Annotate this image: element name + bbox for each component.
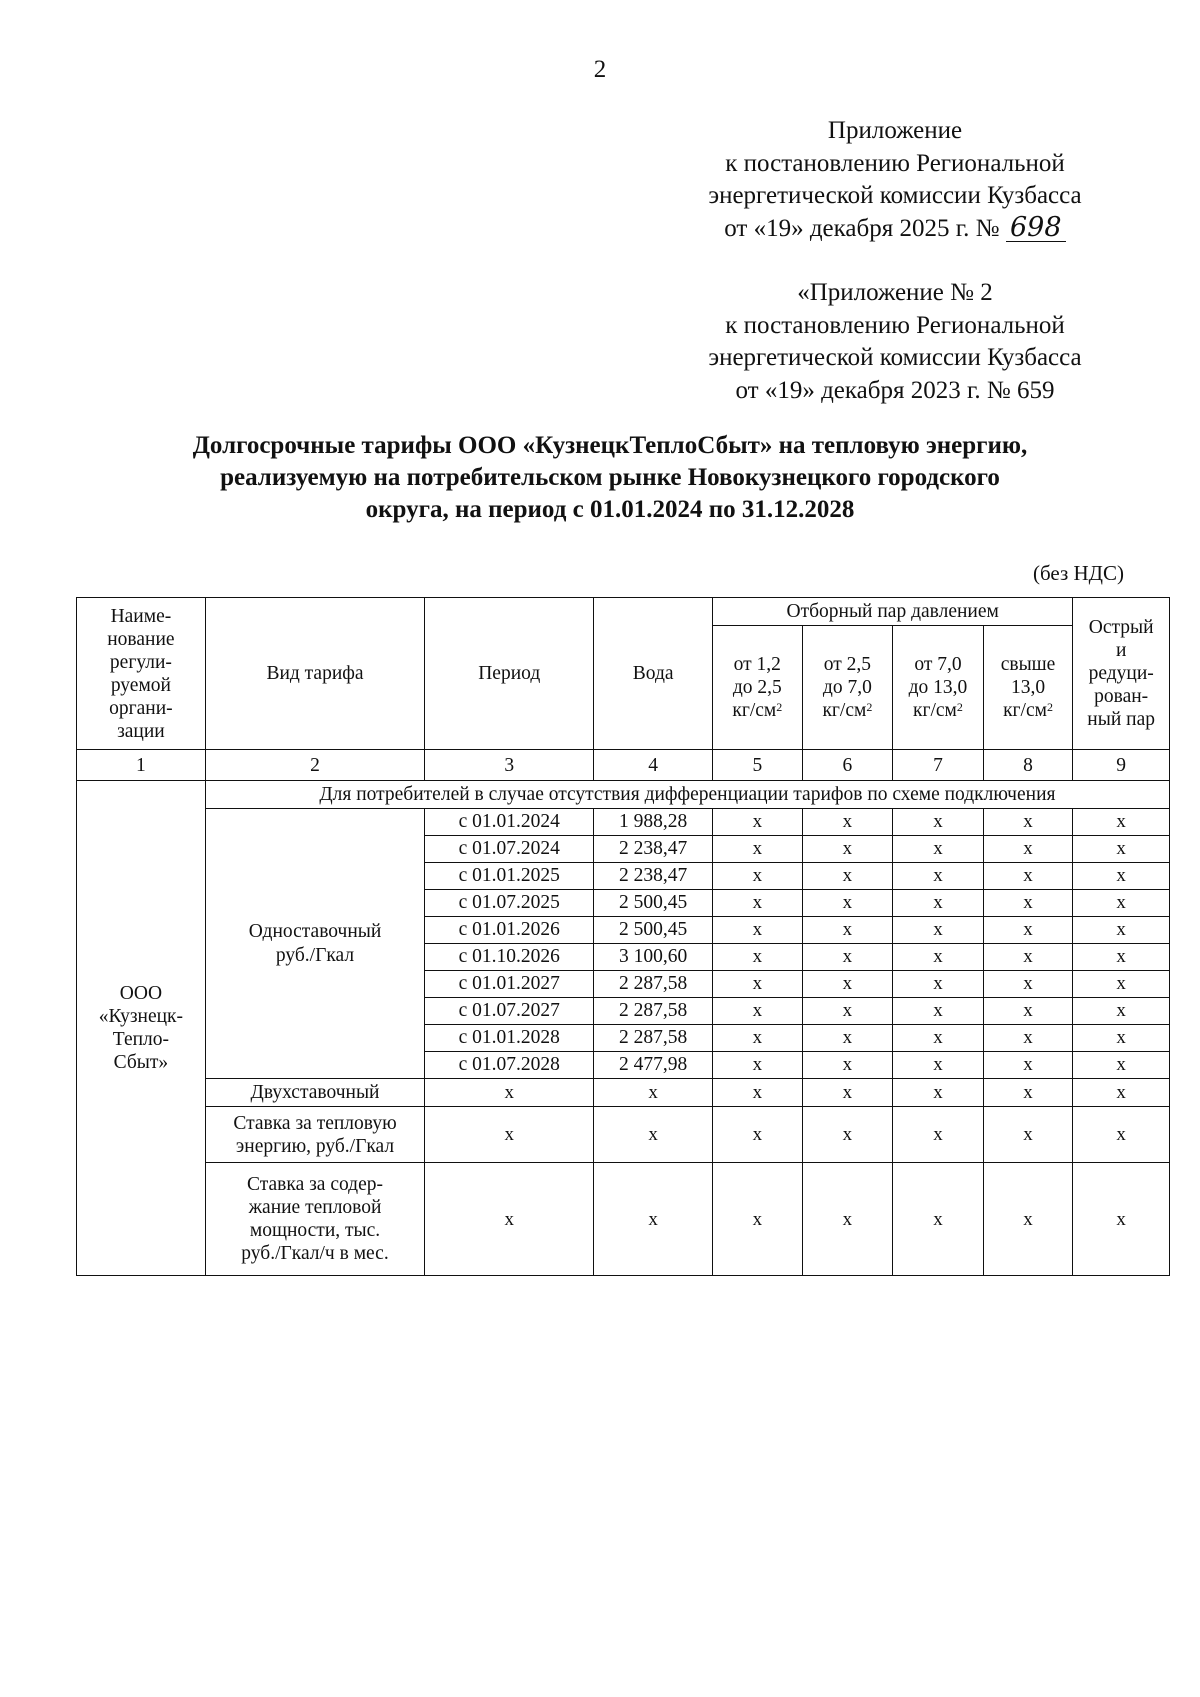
org-name-line: «Кузнецк- [98, 1006, 184, 1027]
energy-rate-label-line: энергию, руб./Гкал [235, 1135, 395, 1157]
steam-cell: х [893, 890, 984, 917]
header-steam-line: до 7,0 [822, 677, 872, 698]
tariff-table [76, 597, 1170, 1276]
unit-text: кг/см [1003, 700, 1047, 721]
capacity-rate-cell: х [425, 1163, 594, 1276]
header-steam-unit [806, 699, 890, 722]
steam-cell: х [802, 890, 893, 917]
appendix-line: энергетической комиссии Кузбасса [708, 344, 1082, 371]
steam-cell: х [713, 809, 803, 836]
appendix-line: к постановлению Региональной [725, 149, 1065, 177]
header-steam-line: до 13,0 [908, 677, 968, 698]
steam-cell: х [983, 809, 1073, 836]
sharp-steam-cell: х [1073, 944, 1170, 971]
steam-cell: х [802, 917, 893, 944]
steam-cell: х [983, 1025, 1073, 1052]
appendix-line: к постановлению Региональной [725, 311, 1065, 339]
capacity-rate-cell: х [594, 1163, 713, 1276]
header-sharp-line: ный пар [1087, 709, 1155, 730]
page-number: 2 [593, 56, 607, 83]
column-number: 3 [425, 750, 594, 781]
water-cell: 2 500,45 [594, 890, 713, 917]
header-steam-line: от 2,5 [823, 654, 872, 675]
sharp-steam-cell: х [1073, 1025, 1170, 1052]
steam-cell: х [713, 863, 803, 890]
header-steam-unit [716, 699, 799, 722]
header-steam-group: Отборный пар давлением [713, 598, 1073, 626]
table-row [77, 809, 1170, 836]
section-row [77, 781, 1170, 809]
sharp-steam-cell: х [1073, 917, 1170, 944]
unit-sup: 2 [956, 700, 963, 714]
appendix-previous [680, 277, 1110, 407]
sharp-steam-cell: х [1073, 998, 1170, 1025]
energy-rate-cell: х [893, 1107, 984, 1163]
column-number: 5 [713, 750, 803, 781]
sharp-steam-cell: х [1073, 836, 1170, 863]
steam-cell: х [802, 1025, 893, 1052]
header-steam-col [802, 626, 893, 750]
water-cell: 2 477,98 [594, 1052, 713, 1079]
org-name-line: Сбыт» [113, 1052, 169, 1073]
header-steam-unit [896, 699, 980, 722]
appendix-date-line [680, 213, 1110, 246]
steam-cell: х [802, 944, 893, 971]
water-cell: 2 287,58 [594, 1025, 713, 1052]
header-steam-line: 13,0 [1010, 677, 1046, 698]
energy-rate-cell: х [425, 1107, 594, 1163]
period-cell: с 01.07.2027 [425, 998, 594, 1025]
steam-cell: х [893, 944, 984, 971]
steam-cell: х [983, 863, 1073, 890]
unit-sup: 2 [776, 700, 783, 714]
header-tariff-type: Вид тарифа [205, 598, 424, 750]
header-water: Вода [594, 598, 713, 750]
header-sharp-line: рован- [1094, 686, 1149, 707]
header-steam-line: свыше [1000, 654, 1056, 675]
energy-rate-cell: х [713, 1107, 803, 1163]
water-cell: 2 238,47 [594, 836, 713, 863]
header-org-line: Наиме- [110, 605, 172, 627]
steam-cell: х [983, 998, 1073, 1025]
column-number: 4 [594, 750, 713, 781]
steam-cell: х [893, 971, 984, 998]
header-steam-col [713, 626, 803, 750]
appendix-line: Приложение [827, 117, 963, 144]
two-rate-cell: х [425, 1079, 594, 1107]
steam-cell: х [802, 836, 893, 863]
steam-cell: х [713, 971, 803, 998]
column-number: 6 [802, 750, 893, 781]
steam-cell: х [983, 836, 1073, 863]
header-steam-unit [987, 699, 1070, 722]
steam-cell: х [802, 863, 893, 890]
header-org-line: органи- [109, 697, 173, 719]
vat-note: (без НДС) [1032, 561, 1124, 585]
water-cell: 2 500,45 [594, 917, 713, 944]
section-title: Для потребителей в случае отсутствия дифференциации тарифов по схеме подключения [205, 781, 1169, 809]
capacity-rate-cell: х [1073, 1163, 1170, 1276]
header-steam-line: до 2,5 [732, 677, 782, 698]
steam-cell: х [802, 998, 893, 1025]
steam-cell: х [983, 971, 1073, 998]
steam-cell: х [893, 998, 984, 1025]
appendix-line: энергетической комиссии Кузбасса [708, 182, 1082, 209]
header-org-line: регули- [109, 651, 172, 673]
header-org-line: нование [107, 628, 175, 650]
header-sharp-line: Острый [1088, 617, 1154, 638]
steam-cell: х [713, 917, 803, 944]
period-cell: с 01.07.2025 [425, 890, 594, 917]
two-rate-label: Двухставочный [205, 1079, 424, 1107]
period-cell: с 01.07.2024 [425, 836, 594, 863]
unit-sup: 2 [1046, 700, 1053, 714]
header-org [77, 598, 206, 750]
column-number-row [77, 750, 1170, 781]
title-line: реализуемую на потребительском рынке Новокузнецкого городского [220, 464, 1000, 491]
steam-cell: х [713, 1025, 803, 1052]
two-rate-row [77, 1079, 1170, 1107]
unit-text: кг/см [822, 700, 867, 721]
header-sharp-steam [1073, 598, 1170, 750]
header-org-line: руемой [110, 674, 171, 696]
steam-cell: х [893, 809, 984, 836]
two-rate-cell: х [893, 1079, 984, 1107]
two-rate-cell: х [713, 1079, 803, 1107]
single-rate-label [205, 809, 424, 1079]
energy-rate-label-line: Ставка за тепловую [233, 1112, 397, 1134]
header-sharp-line: редуци- [1088, 663, 1154, 684]
capacity-rate-cell: х [893, 1163, 984, 1276]
single-rate-label-line: руб./Гкал [275, 944, 355, 966]
steam-cell: х [713, 890, 803, 917]
steam-cell: х [983, 890, 1073, 917]
period-cell: с 01.01.2024 [425, 809, 594, 836]
unit-sup: 2 [866, 700, 873, 714]
column-number: 2 [205, 750, 424, 781]
column-number: 8 [983, 750, 1073, 781]
appendix-line: от «19» декабря 2023 г. № 659 [735, 376, 1055, 404]
header-row [77, 598, 1170, 626]
sharp-steam-cell: х [1073, 1052, 1170, 1079]
appendix-line: «Приложение № 2 [797, 279, 993, 306]
capacity-rate-label-line: мощности, тыс. [249, 1220, 381, 1241]
header-steam-col [983, 626, 1073, 750]
steam-cell: х [802, 1052, 893, 1079]
water-cell: 3 100,60 [594, 944, 713, 971]
period-cell: с 01.01.2026 [425, 917, 594, 944]
two-rate-cell: х [594, 1079, 713, 1107]
org-name-line: ООО [119, 983, 163, 1004]
water-cell: 2 287,58 [594, 998, 713, 1025]
appendix-date-prefix: от «19» декабря 2025 г. № [724, 214, 1000, 242]
sharp-steam-cell: х [1073, 863, 1170, 890]
org-name-line: Тепло- [112, 1029, 170, 1050]
energy-rate-row [77, 1107, 1170, 1163]
sharp-steam-cell: х [1073, 971, 1170, 998]
steam-cell: х [713, 998, 803, 1025]
column-number: 7 [893, 750, 984, 781]
two-rate-cell: х [1073, 1079, 1170, 1107]
period-cell: с 01.07.2028 [425, 1052, 594, 1079]
header-org-line: зации [117, 720, 165, 742]
steam-cell: х [802, 971, 893, 998]
steam-cell: х [893, 863, 984, 890]
steam-cell: х [983, 944, 1073, 971]
period-cell: с 01.10.2026 [425, 944, 594, 971]
column-number: 1 [77, 750, 206, 781]
steam-cell: х [713, 836, 803, 863]
capacity-rate-row [77, 1163, 1170, 1276]
column-number: 9 [1073, 750, 1170, 781]
steam-cell: х [893, 917, 984, 944]
title-line: Долгосрочные тарифы ООО «КузнецкТеплоСбыт» на тепловую энергию, [192, 432, 1028, 459]
capacity-rate-label-line: руб./Гкал/ч в мес. [241, 1243, 389, 1264]
org-name-cell [77, 781, 206, 1276]
capacity-rate-cell: х [713, 1163, 803, 1276]
steam-cell: х [802, 809, 893, 836]
water-cell: 1 988,28 [594, 809, 713, 836]
header-steam-col [893, 626, 984, 750]
energy-rate-cell: х [1073, 1107, 1170, 1163]
energy-rate-cell: х [594, 1107, 713, 1163]
sharp-steam-cell: х [1073, 809, 1170, 836]
capacity-rate-label-line: жание тепловой [248, 1197, 382, 1218]
two-rate-cell: х [802, 1079, 893, 1107]
header-steam-line: от 1,2 [733, 654, 781, 675]
two-rate-cell: х [983, 1079, 1073, 1107]
steam-cell: х [893, 1052, 984, 1079]
header-sharp-line: и [1115, 640, 1127, 661]
steam-cell: х [893, 836, 984, 863]
steam-cell: х [713, 1052, 803, 1079]
energy-rate-label [205, 1107, 424, 1163]
water-cell: 2 287,58 [594, 971, 713, 998]
title-line: округа, на период с 01.01.2024 по 31.12.2028 [365, 496, 855, 523]
capacity-rate-cell: х [983, 1163, 1073, 1276]
handwritten-number: 698 [1006, 215, 1066, 242]
steam-cell: х [713, 944, 803, 971]
steam-cell: х [893, 1025, 984, 1052]
header-period: Период [425, 598, 594, 750]
unit-text: кг/см [732, 700, 777, 721]
capacity-rate-label [205, 1163, 424, 1276]
energy-rate-cell: х [802, 1107, 893, 1163]
sharp-steam-cell: х [1073, 890, 1170, 917]
steam-cell: х [983, 917, 1073, 944]
capacity-rate-cell: х [802, 1163, 893, 1276]
steam-cell: х [983, 1052, 1073, 1079]
header-steam-line: от 7,0 [914, 654, 962, 675]
appendix-current [680, 115, 1110, 245]
unit-text: кг/см [913, 700, 957, 721]
single-rate-label-line: Одноставочный [248, 920, 382, 942]
water-cell: 2 238,47 [594, 863, 713, 890]
period-cell: с 01.01.2027 [425, 971, 594, 998]
capacity-rate-label-line: Ставка за содер- [247, 1174, 383, 1195]
document-title [120, 430, 1100, 526]
energy-rate-cell: х [983, 1107, 1073, 1163]
period-cell: с 01.01.2025 [425, 863, 594, 890]
period-cell: с 01.01.2028 [425, 1025, 594, 1052]
